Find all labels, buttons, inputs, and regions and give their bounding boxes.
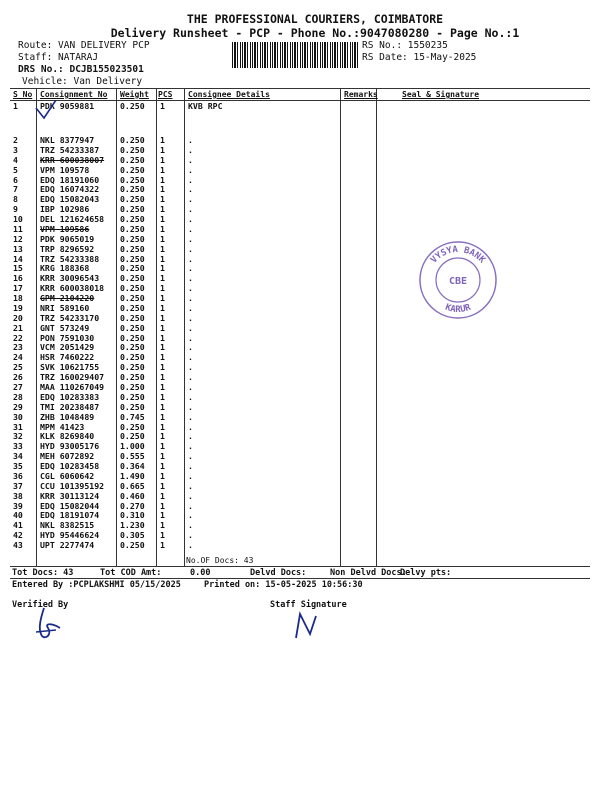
- row-consignment-no: IBP 102986: [40, 204, 90, 215]
- table-row: [10, 225, 590, 235]
- table-top-border: [10, 88, 590, 89]
- row-sno: 15: [13, 263, 23, 274]
- row-weight: 1.000: [120, 441, 145, 452]
- table-row: [10, 102, 590, 112]
- row-consignee: .: [188, 530, 193, 541]
- row-weight: 0.250: [120, 362, 145, 373]
- row-consignee: .: [188, 204, 193, 215]
- row-consignment-no: GNT 573249: [40, 322, 90, 333]
- row-consignee: .: [188, 372, 193, 383]
- row-pcs: 1: [160, 451, 165, 462]
- row-weight: 0.250: [120, 174, 145, 185]
- row-sno: 42: [13, 530, 23, 541]
- stamp-bottom-text: KARUR: [443, 302, 473, 315]
- row-consignment-no: EDQ 10283383: [40, 391, 100, 402]
- row-sno: 2: [13, 135, 18, 145]
- row-consignee: .: [188, 470, 193, 481]
- row-pcs: 1: [160, 293, 165, 304]
- row-weight: 0.250: [120, 312, 145, 323]
- table-row: [10, 235, 590, 245]
- row-weight: 1.490: [120, 470, 145, 481]
- row-sno: 35: [13, 461, 23, 472]
- row-sno: 31: [13, 421, 23, 432]
- table-row: [10, 255, 590, 265]
- row-sno: 26: [13, 372, 23, 383]
- row-consignment-no: TRZ 54233170: [40, 312, 100, 323]
- row-weight: 0.250: [120, 214, 145, 225]
- stamp-top-text: VYSYA BANK: [429, 244, 487, 266]
- row-sno: 21: [13, 322, 23, 333]
- footer-divider: [10, 566, 590, 567]
- verifier-signature: [30, 606, 70, 642]
- row-consignee: .: [188, 480, 193, 491]
- row-sno: 8: [13, 194, 18, 205]
- row-weight: 0.250: [120, 283, 145, 294]
- row-pcs: 1: [160, 263, 165, 274]
- row-sno: 19: [13, 302, 23, 313]
- table-row: [10, 166, 590, 176]
- table-row: [10, 423, 590, 433]
- row-pcs: 1: [160, 283, 165, 294]
- row-consignee: .: [188, 263, 193, 274]
- row-pcs: 1: [160, 411, 165, 422]
- row-sno: 6: [13, 174, 18, 185]
- col-header-weight: Weight: [120, 90, 149, 99]
- row-consignment-no: EDQ 18191074: [40, 510, 100, 521]
- row-pcs: 1: [160, 441, 165, 452]
- table-row: [10, 541, 590, 551]
- row-consignment-no: EDQ 16074322: [40, 184, 100, 195]
- row-consignment-no: MPM 41423: [40, 421, 85, 432]
- row-weight: 0.250: [120, 243, 145, 254]
- row-consignment-no: NKL 8382515: [40, 520, 95, 531]
- row-pcs: 1: [160, 322, 165, 333]
- row-consignee: .: [188, 135, 193, 145]
- row-sno: 22: [13, 332, 23, 343]
- row-sno: 17: [13, 283, 23, 294]
- row-pcs: 1: [160, 520, 165, 531]
- col-header-remarks: Remarks: [344, 90, 378, 99]
- row-sno: 37: [13, 480, 23, 491]
- svg-text:KARUR: [444, 302, 473, 315]
- route-label: Route: VAN DELIVERY PCP: [18, 40, 150, 51]
- delvd-docs: Delvd Docs:: [250, 568, 307, 578]
- row-consignment-no: HSR 7460222: [40, 352, 95, 363]
- row-consignee: .: [188, 332, 193, 343]
- row-consignee: .: [188, 421, 193, 432]
- row-pcs: 1: [160, 421, 165, 432]
- row-consignment-no: KRR 30113124: [40, 490, 100, 501]
- table-header-border: [10, 100, 590, 101]
- row-weight: 0.250: [120, 101, 145, 111]
- row-consignment-no: TMI 20238487: [40, 401, 100, 412]
- row-weight: 0.250: [120, 263, 145, 274]
- row-consignee: .: [188, 243, 193, 254]
- row-sno: 32: [13, 431, 23, 442]
- col-header-sno: S No: [13, 90, 33, 99]
- row-weight: 0.250: [120, 332, 145, 343]
- row-pcs: 1: [160, 480, 165, 491]
- row-consignee: .: [188, 500, 193, 511]
- row-pcs: 1: [160, 204, 165, 215]
- row-weight: 0.250: [120, 144, 145, 155]
- row-sno: 1: [13, 101, 18, 111]
- col-header-consignee: Consignee Details: [188, 90, 270, 99]
- row-pcs: 1: [160, 144, 165, 155]
- row-weight: 0.270: [120, 500, 145, 511]
- row-consignment-no: VPM 109586: [40, 223, 90, 234]
- row-sno: 24: [13, 352, 23, 363]
- row-weight: 0.250: [120, 421, 145, 432]
- table-row: [10, 195, 590, 205]
- row-sno: 25: [13, 362, 23, 373]
- table-row: [10, 403, 590, 413]
- verified-by-label: Verified By: [12, 600, 69, 610]
- row-weight: 0.555: [120, 451, 145, 462]
- drs-number: DRS No.: DCJB155023501: [18, 64, 144, 75]
- row-consignment-no: EDQ 15082044: [40, 500, 100, 511]
- row-sno: 5: [13, 164, 18, 175]
- row-consignment-no: CCU 101395192: [40, 480, 105, 491]
- staff-signature: [290, 610, 324, 640]
- row-consignment-no: PDK 9059881: [40, 101, 95, 111]
- row-pcs: 1: [160, 490, 165, 501]
- staff-signature-label: Staff Signature: [270, 600, 347, 610]
- row-consignee: .: [188, 293, 193, 304]
- row-sno: 11: [13, 223, 23, 234]
- row-consignment-no: VCM 2051429: [40, 342, 95, 353]
- row-consignee: .: [188, 214, 193, 225]
- row-consignee: KVB RPC: [188, 101, 223, 111]
- row-consignee: .: [188, 194, 193, 205]
- table-row: [10, 492, 590, 502]
- footer-divider-2: [10, 578, 590, 579]
- row-consignment-no: UPT 2277474: [40, 540, 95, 551]
- row-sno: 38: [13, 490, 23, 501]
- row-pcs: 1: [160, 332, 165, 343]
- row-weight: 0.460: [120, 490, 145, 501]
- row-sno: 43: [13, 540, 23, 551]
- row-weight: 0.250: [120, 154, 145, 165]
- row-weight: 0.364: [120, 461, 145, 472]
- row-pcs: 1: [160, 253, 165, 264]
- rs-number: RS No.: 1550235: [362, 40, 448, 51]
- row-consignment-no: TRP 8296592: [40, 243, 95, 254]
- row-consignee: .: [188, 233, 193, 244]
- row-consignee: .: [188, 342, 193, 353]
- col-header-consignment: Consignment No: [40, 90, 108, 99]
- row-sno: 27: [13, 382, 23, 392]
- row-sno: 40: [13, 510, 23, 521]
- row-pcs: 1: [160, 233, 165, 244]
- row-pcs: 1: [160, 352, 165, 363]
- row-consignment-no: EDQ 10283458: [40, 461, 100, 472]
- row-weight: 0.250: [120, 540, 145, 551]
- vehicle-label: Vehicle: Van Delivery: [22, 76, 143, 87]
- non-delvd-docs: Non Delvd Docs:: [330, 568, 407, 578]
- row-pcs: 1: [160, 135, 165, 145]
- row-consignment-no: EDQ 18191060: [40, 174, 100, 185]
- row-sno: 20: [13, 312, 23, 323]
- table-row: [10, 284, 590, 294]
- row-sno: 12: [13, 233, 23, 244]
- row-weight: 0.250: [120, 391, 145, 402]
- table-row: [10, 215, 590, 225]
- row-pcs: 1: [160, 382, 165, 392]
- row-consignment-no: KRR 30096543: [40, 273, 100, 284]
- row-weight: 0.250: [120, 401, 145, 412]
- row-consignment-no: KLK 8269840: [40, 431, 95, 442]
- row-consignee: .: [188, 322, 193, 333]
- row-consignment-no: NRI 589160: [40, 302, 90, 313]
- row-weight: 0.250: [120, 184, 145, 195]
- table-row: [10, 343, 590, 353]
- delvy-pts: Delvy pts:: [400, 568, 452, 578]
- row-consignment-no: TRZ 160029407: [40, 372, 105, 383]
- row-sno: 18: [13, 293, 23, 304]
- printed-on: Printed on: 15-05-2025 10:56:30: [204, 580, 363, 590]
- row-pcs: 1: [160, 174, 165, 185]
- row-weight: 0.250: [120, 273, 145, 284]
- doc-title: THE PROFESSIONAL COURIERS, COIMBATORE: [186, 12, 444, 26]
- row-consignee: .: [188, 490, 193, 501]
- row-weight: 0.250: [120, 293, 145, 304]
- row-weight: 0.310: [120, 510, 145, 521]
- barcode: [232, 42, 358, 68]
- stamp-center-text: CBE: [448, 276, 468, 287]
- table-row: [10, 334, 590, 344]
- row-pcs: 1: [160, 342, 165, 353]
- row-weight: 1.230: [120, 520, 145, 531]
- row-consignee: .: [188, 184, 193, 195]
- row-consignment-no: KRG 188368: [40, 263, 90, 274]
- row-pcs: 1: [160, 391, 165, 402]
- row-weight: 0.250: [120, 253, 145, 264]
- row-consignee: .: [188, 461, 193, 472]
- row-sno: 30: [13, 411, 23, 422]
- row-sno: 41: [13, 520, 23, 531]
- row-sno: 36: [13, 470, 23, 481]
- tot-cod-label: Tot COD Amt:: [100, 568, 162, 578]
- row-weight: 0.665: [120, 480, 145, 491]
- row-consignment-no: KRR 600038007: [40, 154, 105, 165]
- row-weight: 0.250: [120, 164, 145, 175]
- tot-cod-value: 0.00: [190, 568, 211, 578]
- row-weight: 0.250: [120, 204, 145, 215]
- row-weight: 0.250: [120, 342, 145, 353]
- table-row: [10, 442, 590, 452]
- row-consignee: .: [188, 253, 193, 264]
- row-sno: 39: [13, 500, 23, 511]
- table-row: [10, 156, 590, 166]
- row-pcs: 1: [160, 431, 165, 442]
- row-consignee: .: [188, 302, 193, 313]
- row-pcs: 1: [160, 302, 165, 313]
- table-row: [10, 314, 590, 324]
- no-of-docs: No.OF Docs: 43: [186, 556, 254, 565]
- row-pcs: 1: [160, 243, 165, 254]
- row-consignee: .: [188, 540, 193, 551]
- row-consignee: .: [188, 174, 193, 185]
- row-sno: 3: [13, 144, 18, 155]
- row-sno: 16: [13, 273, 23, 284]
- row-consignment-no: MEH 6072892: [40, 451, 95, 462]
- row-sno: 33: [13, 441, 23, 452]
- row-consignee: .: [188, 401, 193, 412]
- staff-label: Staff: NATARAJ: [18, 52, 99, 63]
- row-pcs: 1: [160, 101, 165, 111]
- row-sno: 10: [13, 214, 23, 225]
- row-weight: 0.250: [120, 382, 145, 392]
- checkmark: [34, 100, 58, 120]
- row-consignment-no: DEL 121624658: [40, 214, 105, 225]
- row-consignment-no: HYD 95446624: [40, 530, 100, 541]
- row-sno: 23: [13, 342, 23, 353]
- row-pcs: 1: [160, 362, 165, 373]
- row-weight: 0.250: [120, 194, 145, 205]
- row-weight: 0.250: [120, 431, 145, 442]
- row-consignment-no: ZHB 1048489: [40, 411, 95, 422]
- row-pcs: 1: [160, 273, 165, 284]
- row-sno: 9: [13, 204, 18, 215]
- row-pcs: 1: [160, 164, 165, 175]
- row-sno: 34: [13, 451, 23, 462]
- row-consignment-no: PDK 9065019: [40, 233, 95, 244]
- row-consignee: .: [188, 451, 193, 462]
- row-consignment-no: KRR 600038018: [40, 283, 105, 294]
- runsheet-table: [10, 88, 590, 568]
- row-pcs: 1: [160, 500, 165, 511]
- row-consignment-no: NKL 8377947: [40, 135, 95, 145]
- row-consignee: .: [188, 411, 193, 422]
- row-pcs: 1: [160, 184, 165, 195]
- row-consignee: .: [188, 154, 193, 165]
- row-consignee: .: [188, 362, 193, 373]
- row-consignment-no: TRZ 54233387: [40, 144, 100, 155]
- row-consignee: .: [188, 273, 193, 284]
- table-row: [10, 245, 590, 255]
- row-pcs: 1: [160, 530, 165, 541]
- row-pcs: 1: [160, 312, 165, 323]
- table-row: [10, 324, 590, 334]
- row-pcs: 1: [160, 461, 165, 472]
- table-row: [10, 531, 590, 541]
- row-consignee: .: [188, 391, 193, 402]
- row-pcs: 1: [160, 372, 165, 383]
- row-pcs: 1: [160, 470, 165, 481]
- row-consignment-no: TRZ 54233388: [40, 253, 100, 264]
- row-consignee: .: [188, 352, 193, 363]
- row-consignment-no: MAA 110267049: [40, 382, 105, 392]
- table-row: [10, 413, 590, 423]
- row-sno: 14: [13, 253, 23, 264]
- row-pcs: 1: [160, 214, 165, 225]
- row-pcs: 1: [160, 194, 165, 205]
- row-sno: 4: [13, 154, 18, 165]
- table-row: [10, 511, 590, 521]
- row-consignee: .: [188, 382, 193, 392]
- row-consignment-no: GPM 2104220: [40, 293, 95, 304]
- table-row: [10, 462, 590, 472]
- row-pcs: 1: [160, 540, 165, 551]
- row-weight: 0.250: [120, 352, 145, 363]
- row-consignee: .: [188, 520, 193, 531]
- row-consignee: .: [188, 164, 193, 175]
- row-sno: 29: [13, 401, 23, 412]
- row-weight: 0.250: [120, 322, 145, 333]
- row-consignee: .: [188, 510, 193, 521]
- row-weight: 0.250: [120, 135, 145, 145]
- entered-by: Entered By :PCPLAKSHMI 05/15/2025: [12, 580, 181, 590]
- col-header-seal: Seal & Signature: [402, 90, 480, 99]
- row-pcs: 1: [160, 510, 165, 521]
- doc-subtitle: Delivery Runsheet - PCP - Phone No.:9047080280 - Page No.:1: [110, 26, 520, 40]
- row-weight: 0.250: [120, 233, 145, 244]
- row-consignee: .: [188, 144, 193, 155]
- rs-date: RS Date: 15-May-2025: [362, 52, 477, 63]
- row-weight: 0.305: [120, 530, 145, 541]
- row-consignment-no: EDQ 15082043: [40, 194, 100, 205]
- row-consignment-no: HYD 93005176: [40, 441, 100, 452]
- row-weight: 0.745: [120, 411, 145, 422]
- bank-seal-stamp: [418, 240, 498, 320]
- row-consignment-no: VPM 109578: [40, 164, 90, 175]
- row-consignment-no: PON 7591030: [40, 332, 95, 343]
- row-consignee: .: [188, 223, 193, 234]
- tot-docs: Tot Docs: 43: [12, 568, 74, 578]
- row-pcs: 1: [160, 154, 165, 165]
- row-consignment-no: CGL 6060642: [40, 470, 95, 481]
- row-consignee: .: [188, 312, 193, 323]
- row-consignee: .: [188, 431, 193, 442]
- row-weight: 0.250: [120, 302, 145, 313]
- row-sno: 28: [13, 391, 23, 402]
- row-consignee: .: [188, 283, 193, 294]
- row-consignment-no: SVK 10621755: [40, 362, 100, 373]
- row-weight: 0.250: [120, 223, 145, 234]
- row-sno: 13: [13, 243, 23, 254]
- row-weight: 0.250: [120, 372, 145, 383]
- col-header-pcs: PCS: [158, 90, 173, 99]
- table-row: [10, 294, 590, 304]
- row-pcs: 1: [160, 223, 165, 234]
- row-consignee: .: [188, 441, 193, 452]
- row-pcs: 1: [160, 401, 165, 412]
- row-sno: 7: [13, 184, 18, 195]
